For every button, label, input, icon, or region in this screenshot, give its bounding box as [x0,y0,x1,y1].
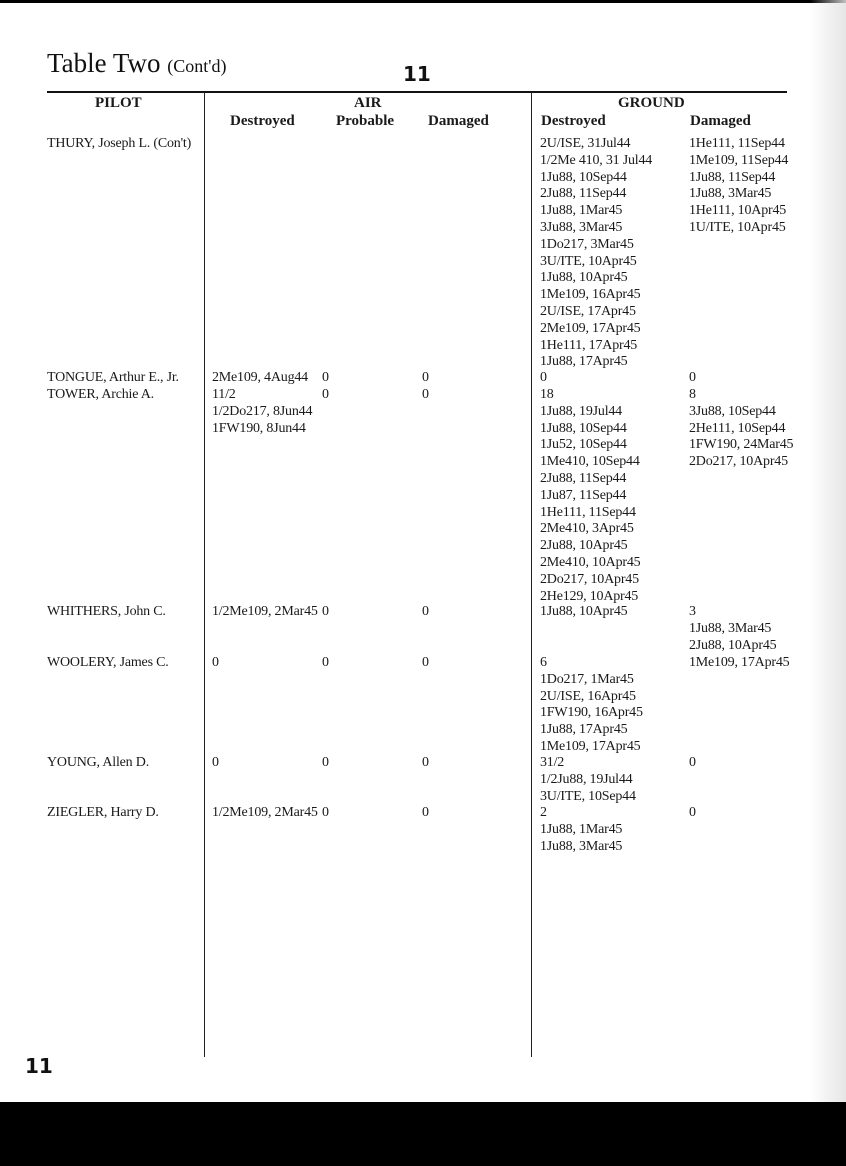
ground-destroyed-cell: 6 1Do217, 1Mar45 2U/ISE, 16Apr45 1FW190, 16Apr45 1Ju88, 17Apr45 1Me109, 17Apr45 [540,655,643,754]
air-damaged-cell: 0 [422,604,429,619]
page-number-bottom: 11 [25,1054,53,1078]
ground-destroyed-cell: 2U/ISE, 31Jul44 1/2Me 410, 31 Jul44 1Ju88, 10Sep44 2Ju88, 11Sep44 1Ju88, 1Mar45 3Ju88, 3Mar45 1Do217, 3Mar45 3U/ITE, 10Apr45 1Ju88, 10Apr45 1Me109, 16Apr45 2U/ISE, 17Apr45 2Me109, 17Apr45 1He111, 17Apr45 1Ju88, 17Apr45 [540,136,653,370]
pilot-name: WHITHERS, John C. [47,604,166,619]
ground-damaged-cell: 0 [689,805,696,820]
air-damaged-cell: 0 [422,370,429,385]
air-probable-cell: 0 [322,387,329,402]
air-probable-cell: 0 [322,604,329,619]
pilot-name: THURY, Joseph L. (Con't) [47,136,192,151]
pilot-name: WOOLERY, James C. [47,655,169,670]
ground-damaged-cell: 1He111, 11Sep44 1Me109, 11Sep44 1Ju88, 11Sep44 1Ju88, 3Mar45 1He111, 10Apr45 1U/ITE, 10Apr45 [689,136,789,235]
header-air-destroyed: Destroyed [230,113,295,129]
pilot-name: ZIEGLER, Harry D. [47,805,159,820]
ground-destroyed-cell: 2 1Ju88, 1Mar45 1Ju88, 3Mar45 [540,805,623,854]
table-top-rule [47,91,787,93]
air-damaged-cell: 0 [422,655,429,670]
pilot-name: TOWER, Archie A. [47,387,154,402]
header-air: AIR [354,95,382,111]
page-edge-shadow [810,0,846,1102]
air-probable-cell: 0 [322,370,329,385]
column-divider-air-ground [531,92,532,1057]
header-air-damaged: Damaged [428,113,489,129]
air-destroyed-cell: 2Me109, 4Aug44 [212,370,308,385]
ground-destroyed-cell: 0 [540,370,547,385]
air-damaged-cell: 0 [422,755,429,770]
air-destroyed-cell: 0 [212,655,219,670]
title-main: Table Two [47,48,161,78]
page-title [47,48,226,79]
ground-damaged-cell: 3 1Ju88, 3Mar45 2Ju88, 10Apr45 [689,604,777,653]
air-destroyed-cell: 1/2Me109, 2Mar45 [212,604,318,619]
header-pilot: PILOT [95,95,142,111]
ground-damaged-cell: 1Me109, 17Apr45 [689,655,790,670]
pilot-name: YOUNG, Allen D. [47,755,149,770]
air-damaged-cell: 0 [422,387,429,402]
ground-damaged-cell: 0 [689,755,696,770]
ground-destroyed-cell: 1Ju88, 10Apr45 [540,604,628,619]
air-destroyed-cell: 0 [212,755,219,770]
header-air-probable: Probable [336,113,395,129]
title-sub: (Cont'd) [167,56,227,76]
air-probable-cell: 0 [322,755,329,770]
air-probable-cell: 0 [322,655,329,670]
header-ground: GROUND [618,95,685,111]
scan-bottom-border [0,1102,846,1166]
header-ground-damaged: Damaged [690,113,751,129]
ground-damaged-cell: 0 [689,370,696,385]
ground-damaged-cell: 8 3Ju88, 10Sep44 2He111, 10Sep44 1FW190, 24Mar45 2Do217, 10Apr45 [689,387,794,470]
air-destroyed-cell: 1/2Me109, 2Mar45 [212,805,318,820]
pilot-name: TONGUE, Arthur E., Jr. [47,370,179,385]
top-border [0,0,846,3]
air-probable-cell: 0 [322,805,329,820]
air-destroyed-cell: 11/2 1/2Do217, 8Jun44 1FW190, 8Jun44 [212,387,313,436]
ground-destroyed-cell: 31/2 1/2Ju88, 19Jul44 3U/ITE, 10Sep44 [540,755,636,804]
column-divider-pilot-air [204,92,205,1057]
header-ground-destroyed: Destroyed [541,113,606,129]
air-damaged-cell: 0 [422,805,429,820]
ground-destroyed-cell: 18 1Ju88, 19Jul44 1Ju88, 10Sep44 1Ju52, 10Sep44 1Me410, 10Sep44 2Ju88, 11Sep44 1Ju87, 11Sep44 1He111, 11Sep44 2Me410, 3Apr45 2Ju88, 10Apr45 2Me410, 10Apr45 2Do217, 10Apr45 2He129, 10Apr45 [540,387,641,604]
page-number-top: 11 [403,62,431,86]
